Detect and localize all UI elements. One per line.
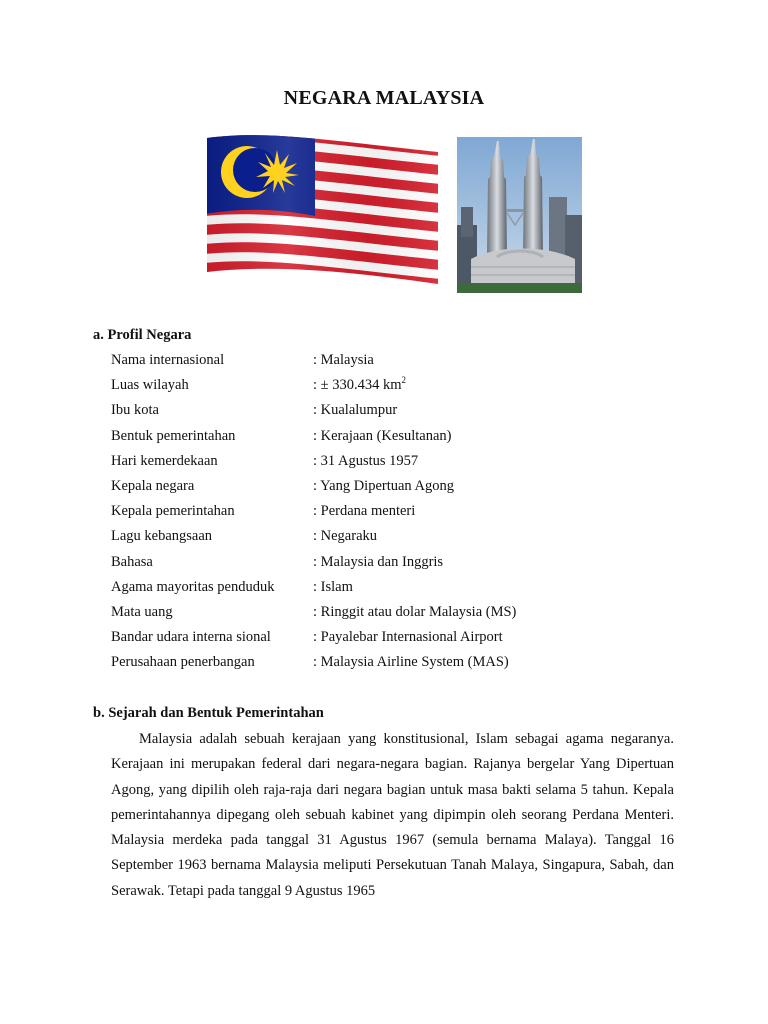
profile-value: : Yang Dipertuan Agong [313, 477, 454, 494]
profile-label: Perusahaan penerbangan [111, 654, 255, 671]
profile-label: Nama internasional [111, 352, 225, 368]
profile-value: : Payalebar Internasional Airport [313, 629, 503, 646]
profile-label: Lagu kebangsaan [111, 528, 213, 545]
profile-label: Luas wilayah [111, 377, 189, 394]
profile-row [111, 424, 711, 449]
malaysia-flag-image [205, 130, 440, 290]
history-paragraph: Malaysia adalah sebuah kerajaan yang konstitusional, Islam sebagai agama negaranya. Kerajaan ini merupakan federal dari negara-negara bagian. Rajanya bergelar Yang Dipertuan Agong, yang dipilih oleh raja-raja dari negara bagian untuk masa bakti selama 5 tahun. Kepala pemerintahannya dipegang oleh sebuah kabinet yang dipimpin oleh seorang Perdana Menteri. Malaysia merdeka pada tanggal 31 Agustus 1967 (semula bernama Malaya). Tanggal 16 September 1963 bernama Malaysia meliputi Persekutuan Tanah Malaya, Singapura, Sabah, dan Serawak. Tetapi pada tanggal 9 Agustus 1965 [111, 731, 674, 899]
profile-value: : Perdana menteri [313, 503, 416, 520]
profile-value: : Islam [313, 578, 353, 595]
profile-value: : Ringgit atau dolar Malaysia (MS) [313, 603, 517, 620]
superscript: 2 [401, 375, 407, 386]
profile-row [111, 373, 711, 398]
profile-value: : ± 330.434 km [313, 377, 402, 394]
profile-label: Hari kemerdekaan [111, 452, 218, 469]
profile-row [111, 348, 711, 373]
profile-row [111, 575, 711, 600]
profile-label: Bentuk pemerintahan [111, 427, 236, 444]
profile-value: : Malaysia [313, 352, 374, 368]
profile-row [111, 625, 711, 650]
profile-label: Mata uang [111, 603, 173, 620]
profile-value-area [313, 373, 406, 398]
profile-row [111, 398, 711, 423]
profile-table [111, 348, 711, 675]
page-title: NEGARA MALAYSIA [283, 87, 485, 109]
profile-row [111, 474, 711, 499]
profile-row [111, 499, 711, 524]
profile-value: : Negaraku [313, 528, 378, 545]
profile-value: : Malaysia dan Inggris [313, 553, 444, 570]
profile-row [111, 524, 711, 549]
profile-row [111, 600, 711, 625]
profile-label: Bandar udara interna sional [111, 629, 271, 646]
profile-value: : Kerajaan (Kesultanan) [313, 427, 452, 444]
profile-value: : Kualalumpur [313, 402, 398, 419]
profile-label: Kepala negara [111, 477, 195, 494]
profile-row [111, 550, 711, 575]
profile-label: Bahasa [111, 553, 153, 570]
profile-row [111, 449, 711, 474]
petronas-towers-image [457, 137, 582, 293]
profile-label: Kepala pemerintahan [111, 503, 235, 520]
profile-value: : 31 Agustus 1957 [313, 452, 419, 469]
profile-label: Agama mayoritas penduduk [111, 578, 275, 595]
profile-row [111, 650, 711, 675]
section-b-heading: b. Sejarah dan Bentuk Pemerintahan [93, 705, 324, 721]
section-a-heading: a. Profil Negara [93, 327, 192, 343]
profile-label: Ibu kota [111, 402, 159, 419]
profile-value: : Malaysia Airline System (MAS) [313, 654, 509, 671]
